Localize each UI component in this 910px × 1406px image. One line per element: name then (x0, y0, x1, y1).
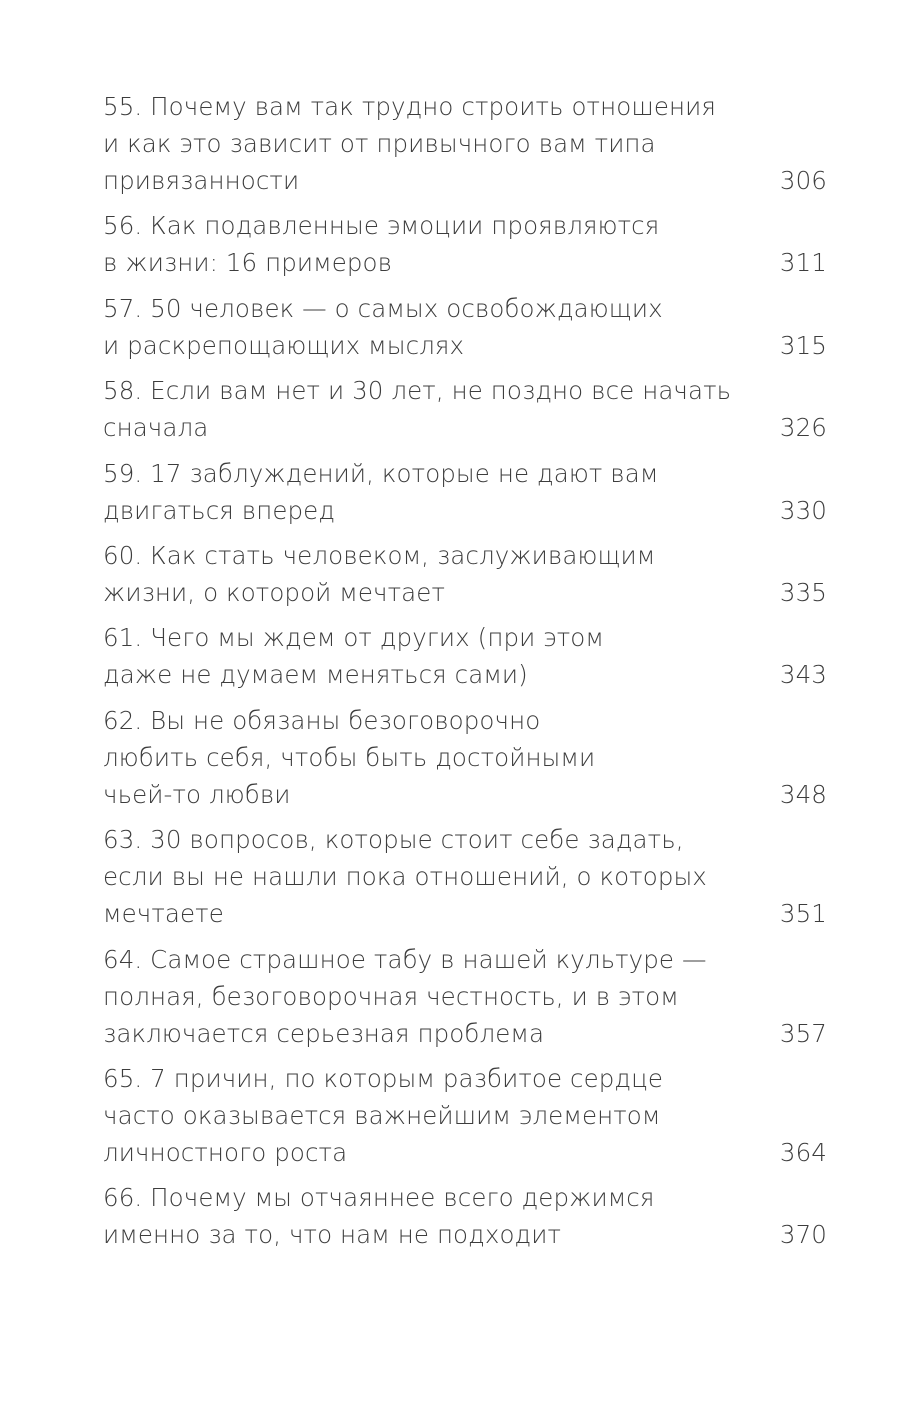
toc-entry-title-line: часто оказывается важнейшим элементом (103, 1100, 661, 1130)
toc-page-number: 364 (779, 1137, 827, 1167)
toc-entry-title-line: в жизни: 16 примеров (103, 248, 393, 278)
toc-entry-title-line: 65. 7 причин, по которым разбитое сердце (103, 1063, 664, 1093)
toc-entry-title-line: даже не думаем меняться сами) (103, 660, 528, 690)
toc-entry-60 (103, 537, 827, 611)
toc-entry-61 (103, 619, 827, 693)
toc-entry-title-line: двигаться вперед (103, 495, 336, 525)
toc-page-number: 370 (779, 1220, 827, 1250)
toc-entry-title-line: привязанности (103, 166, 300, 195)
toc-entry-title-line: 59. 17 заблуждений, которые не дают вам (103, 458, 659, 488)
toc-entry-title-line: 63. 30 вопросов, которые стоит себе задать, (103, 825, 684, 855)
toc-entry-title-line: сначала (103, 413, 209, 443)
toc-entry-title-line: мечтаете (103, 899, 224, 929)
toc-entry-title-line: полная, безоговорочная честность, и в этом (103, 981, 679, 1011)
toc-entry-title-line: заключается серьезная проблема (103, 1018, 545, 1048)
toc-entry-title-line: чьей-то любви (103, 779, 291, 809)
toc-entry-title-line: 66. Почему мы отчаяннее всего держимся (103, 1183, 655, 1213)
toc-entry-58 (103, 372, 827, 446)
toc-page-number: 348 (779, 779, 827, 809)
toc-entry-65 (103, 1060, 827, 1171)
toc-entry-title-line: 61. Чего мы ждем от других (при этом (103, 623, 604, 653)
toc-entry-title-line: 60. Как стать человеком, заслуживающим (103, 540, 656, 570)
toc-entry-title-line: любить себя, чтобы быть достойными (103, 742, 596, 772)
toc-entry-63 (103, 821, 827, 932)
toc-page-number: 326 (779, 413, 827, 443)
toc-entry-title-line: личностного роста (103, 1137, 348, 1167)
toc-entry-title-line: жизни, о которой мечтает (103, 577, 445, 607)
toc-entry-62 (103, 702, 827, 813)
toc-entry-57 (103, 290, 827, 364)
toc-entry-title-line: 55. Почему вам так трудно строить отношения (103, 92, 716, 121)
toc-entry-title-line: 64. Самое страшное табу в нашей культуре — (103, 944, 707, 974)
toc-page-number: 306 (779, 166, 827, 195)
toc-page-number: 335 (779, 577, 827, 607)
toc-page-number: 315 (779, 330, 827, 360)
toc-page-number: 343 (779, 660, 827, 690)
toc-entry-title-line: 62. Вы не обязаны безоговорочно (103, 705, 541, 735)
toc-entry-64 (103, 941, 827, 1052)
toc-page-number: 351 (779, 899, 827, 929)
toc-entry-59 (103, 455, 827, 529)
toc-entry-66 (103, 1179, 827, 1253)
toc-page-number: 357 (779, 1018, 827, 1048)
toc-entry-55 (103, 88, 827, 199)
toc-entry-title-line: и как это зависит от привычного вам типа (103, 129, 656, 158)
toc-entry-title-line: 57. 50 человек — о самых освобождающих (103, 293, 663, 323)
toc-entry-title-line: если вы не нашли пока отношений, о которых (103, 862, 707, 892)
toc-page-number: 311 (779, 248, 827, 278)
toc-entry-title-line: именно за то, что нам не подходит (103, 1220, 562, 1250)
toc-entry-title-line: 58. Если вам нет и 30 лет, не поздно все начать (103, 376, 732, 406)
toc-entry-title-line: 56. Как подавленные эмоции проявляются (103, 211, 660, 241)
toc-page-number: 330 (779, 495, 827, 525)
table-of-contents (103, 88, 827, 1262)
toc-entry-title-line: и раскрепощающих мыслях (103, 330, 465, 360)
toc-entry-56 (103, 207, 827, 281)
